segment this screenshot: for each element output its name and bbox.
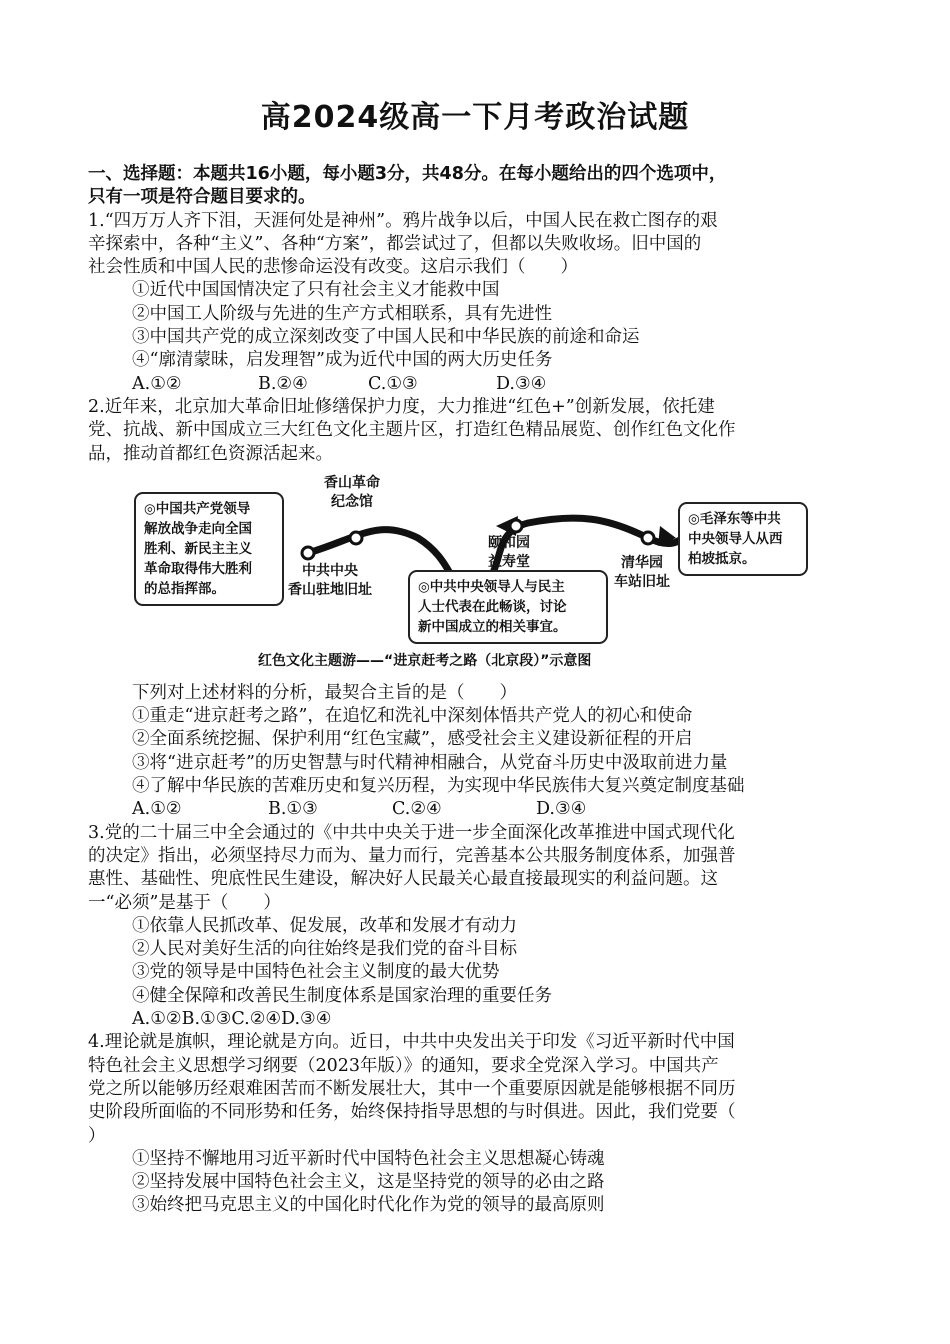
left-callout-box bbox=[134, 492, 284, 606]
label-line: 车站旧址 bbox=[614, 573, 670, 590]
q1-item-4: ④“廓清蒙昧，启发理智”成为近代中国的两大历史任务 bbox=[132, 350, 553, 371]
q2-option-b[interactable]: B.①③ bbox=[268, 799, 318, 820]
q3-item-3: ③党的领导是中国特色社会主义制度的最大优势 bbox=[132, 962, 500, 983]
q2-stem-3: 品，推动首都红色资源活起来。 bbox=[88, 443, 333, 464]
bottom-callout-line: ◎中共中央领导人与民主 bbox=[418, 578, 565, 595]
q1-option-c[interactable]: C.①③ bbox=[368, 373, 418, 394]
q2-option-a[interactable]: A.①② bbox=[132, 799, 182, 820]
left-callout-line: 革命取得伟大胜利 bbox=[144, 560, 252, 577]
section-header-cont: 只有一项是符合题目要求的。 bbox=[88, 187, 316, 208]
q1-item-2: ②中国工人阶级与先进的生产方式相联系，具有先进性 bbox=[132, 303, 552, 324]
question-4 bbox=[88, 1031, 864, 1217]
q1-stem-3: 社会性质和中国人民的悲惨命运没有改变。这启示我们（ ） bbox=[88, 257, 578, 278]
question-1 bbox=[88, 210, 864, 396]
q3-options[interactable]: A.①②B.①③C.②④D.③④ bbox=[132, 1009, 332, 1030]
label-line: 清华园 bbox=[621, 554, 663, 571]
q2-stem-1: 2.近年来，北京加大革命旧址修缮保护力度，大力推进“红色+”创新发展，依托建 bbox=[88, 396, 715, 417]
label-line: 香山驻地旧址 bbox=[288, 581, 372, 598]
stop-qinghua bbox=[642, 532, 654, 544]
q3-stem-3: 惠性、基础性、兜底性民生建设，解决好人民最关心最直接最现实的利益问题。这 bbox=[88, 869, 718, 890]
left-callout-line: ◎中国共产党领导 bbox=[144, 500, 251, 517]
q4-stem-1: 4.理论就是旗帜，理论就是方向。近日，中共中央发出关于印发《习近平新时代中国 bbox=[88, 1032, 735, 1053]
route-figure bbox=[88, 474, 864, 676]
right-callout-line: 中央领导人从西 bbox=[688, 530, 783, 547]
q1-item-3: ③中国共产党的成立深刻改变了中国人民和中华民族的前途和命运 bbox=[132, 327, 640, 348]
q3-item-2: ②人民对美好生活的向往始终是我们党的奋斗目标 bbox=[132, 939, 517, 960]
label-line: 中共中央 bbox=[302, 562, 358, 579]
q2-item-4: ④了解中华民族的苦难历史和复兴历程，为实现中华民族伟大复兴奠定制度基础 bbox=[132, 776, 745, 797]
bottom-callout-line: 新中国成立的相关事宜。 bbox=[418, 618, 567, 635]
q1-stem-1: 1.“四万万人齐下泪，天涯何处是神州”。鸦片战争以后，中国人民在救亡图存的艰 bbox=[88, 210, 718, 231]
right-callout-line: 柏坡抵京。 bbox=[688, 550, 756, 567]
q2-item-1: ①重走“进京赶考之路”，在追忆和洗礼中深刻体悟共产党人的初心和使命 bbox=[132, 706, 693, 727]
label-xiangshan-hq bbox=[288, 562, 372, 600]
q2-stem-2: 党、抗战、新中国成立三大红色文化主题片区，打造红色精品展览、创作红色文化作 bbox=[88, 420, 736, 441]
right-callout-box bbox=[678, 502, 808, 576]
q2-item-2: ②全面系统挖掘、保护利用“红色宝藏”，感受社会主义建设新征程的开启 bbox=[132, 729, 693, 750]
q4-stem-2: 特色社会主义思想学习纲要（2023年版）》的通知，要求全党深入学习。中国共产 bbox=[88, 1055, 719, 1076]
figure-caption: 红色文化主题游——“进京赶考之路（北京段）”示意图 bbox=[258, 652, 592, 669]
exam-content bbox=[88, 163, 864, 1218]
bottom-callout-line: 人士代表在此畅谈，讨论 bbox=[418, 598, 567, 615]
left-callout-line: 解放战争走向全国 bbox=[144, 520, 252, 537]
q2-option-c[interactable]: C.②④ bbox=[392, 799, 442, 820]
stop-xiangshan-memorial bbox=[350, 532, 362, 544]
label-line: 香山革命 bbox=[324, 474, 380, 491]
question-3 bbox=[88, 822, 864, 1032]
q2-item-3: ③将“进京赶考”的历史智慧与时代精神相融合，从党奋斗历史中汲取前进力量 bbox=[132, 752, 728, 773]
q2-options bbox=[88, 798, 864, 821]
q1-option-b[interactable]: B.②④ bbox=[258, 373, 308, 394]
q1-stem-2: 辛探索中，各种“主义”、各种“方案”，都尝试过了，但都以失败收场。旧中国的 bbox=[88, 233, 702, 254]
q4-item-1: ①坚持不懈地用习近平新时代中国特色社会主义思想凝心铸魂 bbox=[132, 1148, 605, 1169]
q3-stem-4: 一“必须”是基于（ ） bbox=[88, 892, 281, 913]
q4-item-3: ③始终把马克思主义的中国化时代化作为党的领导的最高原则 bbox=[132, 1195, 605, 1216]
q4-item-2: ②坚持发展中国特色社会主义，这是坚持党的领导的必由之路 bbox=[132, 1172, 605, 1193]
q1-options bbox=[88, 373, 864, 396]
stop-yiheyuan bbox=[510, 520, 522, 532]
q1-item-1: ①近代中国国情决定了只有社会主义才能救中国 bbox=[132, 280, 500, 301]
q4-stem-3: 党之所以能够历经艰难困苦而不断发展壮大，其中一个重要原因就是能够根据不同历 bbox=[88, 1078, 736, 1099]
bottom-callout-box bbox=[408, 570, 608, 644]
label-xiangshan-memorial bbox=[324, 474, 380, 512]
label-line: 颐和园 bbox=[488, 534, 530, 551]
page-title: 高2024级高一下月考政治试题 bbox=[260, 100, 690, 135]
q2-question: 下列对上述材料的分析，最契合主旨的是（ ） bbox=[132, 682, 517, 703]
label-yiheyuan bbox=[488, 534, 530, 572]
right-callout-line: ◎毛泽东等中共 bbox=[688, 510, 781, 527]
q3-item-4: ④健全保障和改善民生制度体系是国家治理的重要任务 bbox=[132, 985, 552, 1006]
q4-stem-5: ） bbox=[88, 1125, 106, 1146]
section-header: 一、选择题：本题共16小题，每小题3分，共48分。在每小题给出的四个选项中， bbox=[88, 164, 727, 184]
q3-item-1: ①依靠人民抓改革、促发展，改革和发展才有动力 bbox=[132, 915, 517, 936]
question-2 bbox=[88, 396, 864, 822]
q3-stem-1: 3.党的二十届三中全会通过的《中共中央关于进一步全面深化改革推进中国式现代化 bbox=[88, 822, 735, 843]
q3-stem-2: 的决定》指出，必须坚持尽力而为、量力而行，完善基本公共服务制度体系，加强普 bbox=[88, 845, 736, 866]
label-qinghua bbox=[614, 554, 670, 592]
q1-option-d[interactable]: D.③④ bbox=[496, 373, 547, 394]
q1-option-a[interactable]: A.①② bbox=[132, 373, 182, 394]
label-line: 益寿堂 bbox=[488, 553, 530, 570]
left-callout-line: 胜利、新民主主义 bbox=[144, 540, 252, 557]
q4-stem-4: 史阶段所面临的不同形势和任务，始终保持指导思想的与时俱进。因此，我们党要（ bbox=[88, 1102, 736, 1123]
q2-option-d[interactable]: D.③④ bbox=[536, 799, 587, 820]
stop-xiangshan-hq bbox=[302, 547, 314, 559]
left-callout-line: 的总指挥部。 bbox=[144, 580, 225, 597]
label-line: 纪念馆 bbox=[331, 493, 373, 510]
